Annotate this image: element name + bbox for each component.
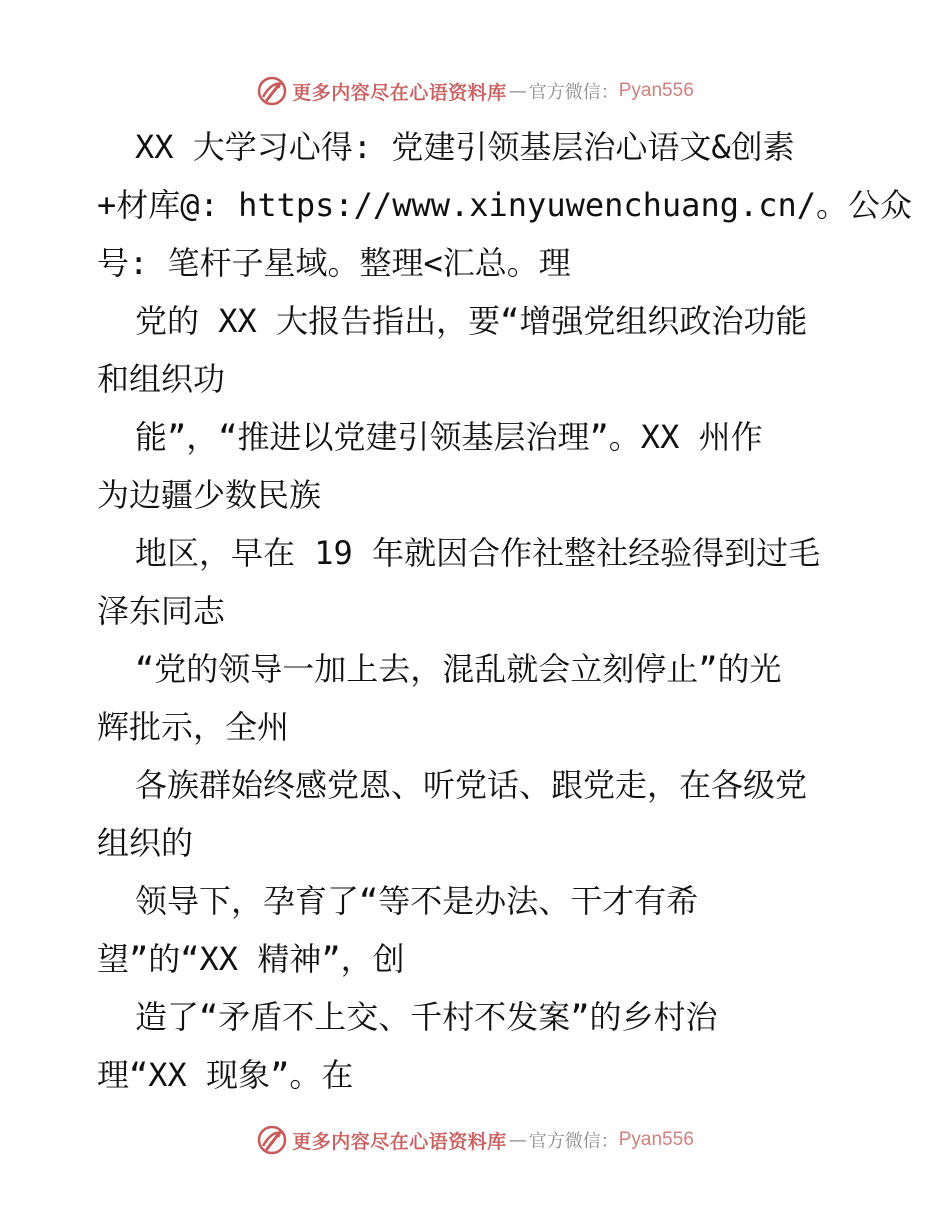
text-line: 望”的“XX 精神”，创 [97,940,405,978]
banner-handle: Pyan556 [618,1129,694,1150]
text-line: 地区，早在 19 年就因合作社整社经验得到过毛 [135,534,821,572]
text-line: 理“XX 现象”。在 [97,1056,354,1094]
text-line: 造了“矛盾不上交、千村不发案”的乡村治 [135,998,718,1036]
brand-logo-icon [256,75,288,107]
banner-official-label: 官方微信： [528,82,619,103]
text-line: “党的领导一加上去，混乱就会立刻停止”的光 [135,650,782,688]
text-line: 和组织功 [97,360,226,398]
banner-handle: Pyan556 [618,80,694,101]
footer-banner [0,1120,950,1160]
text-line: 为边疆少数民族 [97,476,322,514]
text-line: 辉批示，全州 [97,708,290,746]
text-line: XX 大学习心得: 党建引领基层治心语文&创素 [135,128,795,166]
banner-separator: — [508,80,527,102]
text-line: 组织的 [97,824,194,862]
banner-main-text: 更多内容尽在心语资料库 [292,81,507,104]
text-line: 各族群始终感党恩、听党话、跟党走，在各级党 [135,766,808,804]
banner-separator: — [508,1129,527,1151]
document-body [97,118,913,1104]
banner-main-text: 更多内容尽在心语资料库 [292,1130,507,1153]
header-banner [0,71,950,111]
text-line: 泽东同志 [97,592,226,630]
text-line: 党的 XX 大报告指出，要“增强党组织政治功能 [135,302,808,340]
text-line: 领导下，孕育了“等不是办法、干才有希 [135,882,699,920]
text-line: +材库@: https://www.xinyuwenchuang.cn/。公众 [97,186,913,224]
text-line: 能”，“推进以党建引领基层治理”。XX 州作 [135,418,763,456]
banner-official-label: 官方微信： [528,1131,619,1152]
text-line: 号: 笔杆子星域。整理<汇总。理 [97,244,571,282]
brand-logo-icon [256,1124,288,1156]
